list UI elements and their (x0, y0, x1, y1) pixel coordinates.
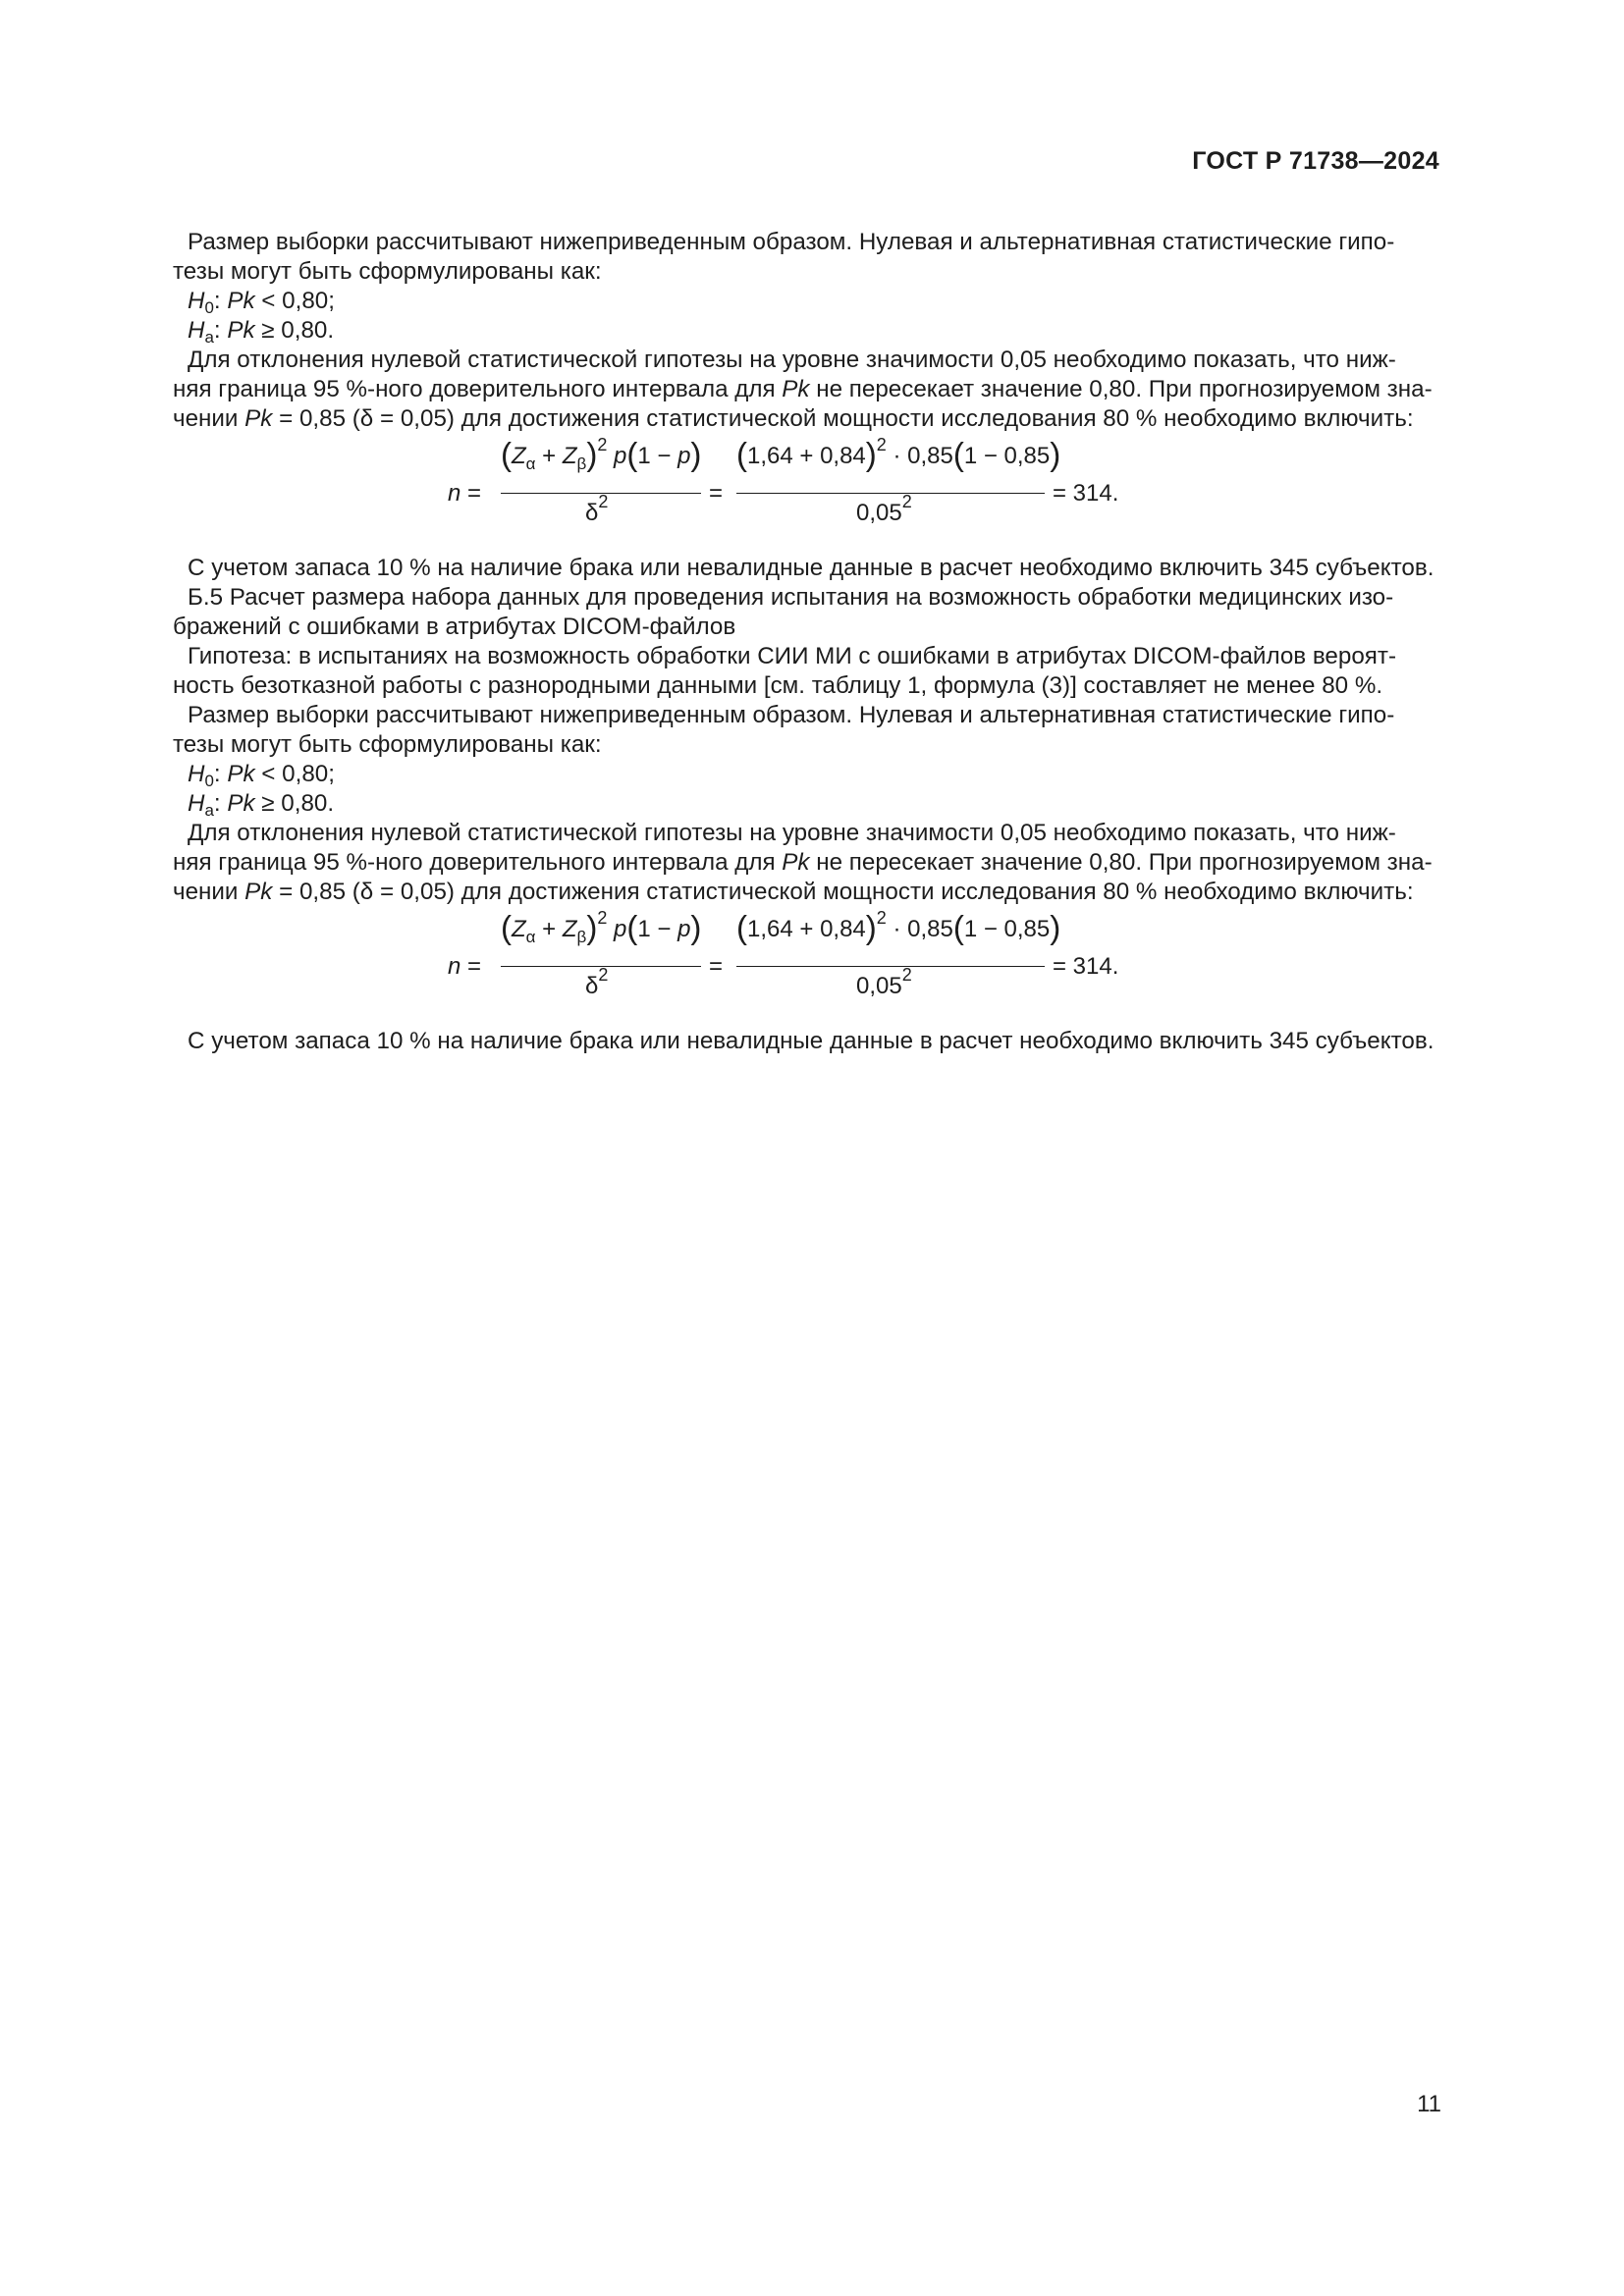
formula-2-numerator: $(Z_\alpha + Z_\beta)^2$ p(1 − p) (501, 908, 702, 946)
null-hypothesis-2: $H_0$: Pk < 0,80; (188, 761, 335, 790)
rejection-text-2-line-1: Для отклонения нулевой статистической гипотезы на уровне значимости 0,05 необходимо показать, что ниж- (188, 820, 1396, 846)
sample-size-formula: n = $(Z_\alpha + Z_\beta)^2$ p(1 − p) $\delta^2$ = $(1,64 + 0,84)^2 \cdot 0,85(1 - 0,85)$ 0,05$^2$ = 314. (173, 434, 1439, 554)
null-hypothesis: $H_0$: Pk < 0,80; (188, 288, 335, 317)
document-standard-number: ГОСТ Р 71738—2024 (1192, 147, 1439, 175)
formula-numerator: $(Z_\alpha + Z_\beta)^2$ p(1 − p) (501, 435, 702, 473)
rejection-text-2-line-2: няя граница 95 %-ного доверительного интервала для Pk не пересекает значение 0,80. При прогнозируемом зна- (173, 849, 1433, 876)
section-b5-title-line-1: Б.5 Расчет размера набора данных для проведения испытания на возможность обработки медицинских изо- (188, 584, 1394, 611)
rejection-text-2-line-3: чении Pk = 0,85 (δ = 0,05) для достижения статистической мощности исследования 80 % необходимо включить: (173, 879, 1414, 905)
sample-size-intro-line-1: Размер выборки рассчитывают нижеприведенным образом. Нулевая и альтернативная статистические гипо- (188, 229, 1395, 255)
formula-substitution-numerator: $(1,64 + 0,84)^2 \cdot 0,85(1 - 0,85)$ (736, 435, 1061, 472)
formula-2-denominator: $\delta^2$ (585, 965, 609, 999)
sample-size-intro-line-2: тезы могут быть сформулированы как: (173, 258, 602, 285)
sample-size-intro-2-line-2: тезы могут быть сформулированы как: (173, 731, 602, 758)
formula-2-substitution-numerator: $(1,64 + 0,84)^2 \cdot 0,85(1 - 0,85)$ (736, 908, 1061, 945)
hypothesis-line-1: Гипотеза: в испытаниях на возможность обработки СИИ МИ с ошибками в атрибутах DICOM-файлов вероят- (188, 643, 1397, 669)
sample-size-intro-2-line-1: Размер выборки рассчитывают нижеприведенным образом. Нулевая и альтернативная статистические гипо- (188, 702, 1395, 728)
alt-hypothesis: $H_a$: Pk ≥ 0,80. (188, 317, 335, 347)
conclusion-text: С учетом запаса 10 % на наличие брака или невалидные данные в расчет необходимо включить 345 субъектов. (188, 555, 1435, 581)
sample-size-formula-2: n = $(Z_\alpha + Z_\beta)^2$ p(1 − p) $\delta^2$ = $(1,64 + 0,84)^2 \cdot 0,85(1 - 0,85)$ 0,05$^2$ = 314. (173, 907, 1439, 1027)
conclusion-text-2: С учетом запаса 10 % на наличие брака или невалидные данные в расчет необходимо включить 345 субъектов. (188, 1028, 1435, 1054)
hypothesis-line-2: ность безотказной работы с разнородными данными [см. таблицу 1, формула (3)] составляет не менее 80 %. (173, 672, 1383, 699)
formula-substitution-denominator: 0,05$^2$ (856, 492, 912, 526)
page-body (173, 228, 1439, 1056)
rejection-text-line-1: Для отклонения нулевой статистической гипотезы на уровне значимости 0,05 необходимо показать, что ниж- (188, 347, 1396, 373)
sample-size-intro (173, 228, 1439, 257)
alt-hypothesis-2: $H_a$: Pk ≥ 0,80. (188, 790, 335, 820)
rejection-text-line-2: няя граница 95 %-ного доверительного интервала для Pk не пересекает значение 0,80. При прогнозируемом зна- (173, 376, 1433, 402)
section-b5-title-line-2: бражений с ошибками в атрибутах DICOM-файлов (173, 614, 736, 640)
rejection-text-line-3: чении Pk = 0,85 (δ = 0,05) для достижения статистической мощности исследования 80 % необходимо включить: (173, 405, 1414, 432)
formula-2-substitution-denominator: 0,05$^2$ (856, 965, 912, 999)
page-number: 11 (1417, 2091, 1441, 2117)
formula-denominator: $\delta^2$ (585, 492, 609, 526)
